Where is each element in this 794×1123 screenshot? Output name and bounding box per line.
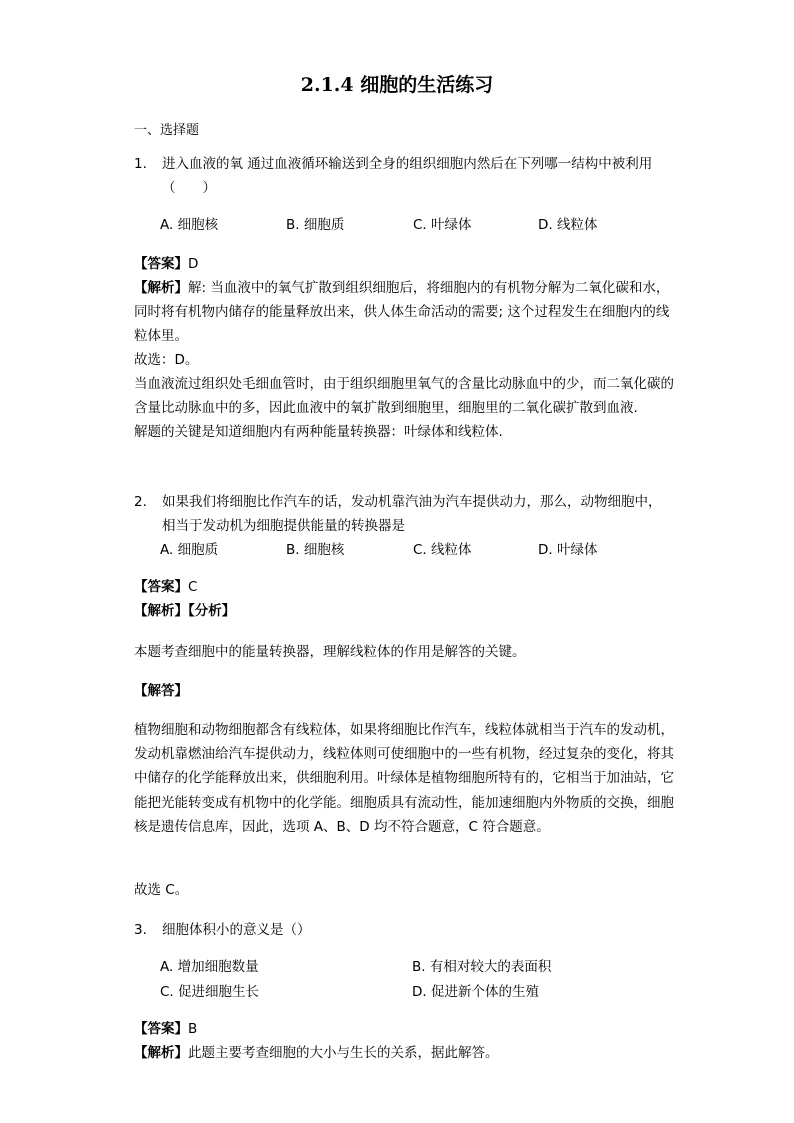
answer-value: D bbox=[188, 256, 199, 272]
option-a: A. 增加细胞数量 bbox=[160, 959, 259, 975]
option-a: A. 细胞质 bbox=[160, 542, 219, 558]
page-title: 2.1.4 细胞的生活练习 bbox=[300, 74, 494, 96]
choose-line: 故选 C。 bbox=[134, 882, 189, 898]
answer-value: C bbox=[188, 579, 198, 595]
question-text: 细胞体积小的意义是（） bbox=[162, 922, 311, 938]
q2-answer-block bbox=[134, 575, 674, 623]
question-3 bbox=[134, 918, 674, 942]
analysis-label: 【解析】 bbox=[134, 280, 188, 296]
q3-answer-block bbox=[134, 1017, 674, 1065]
answer-label: 【答案】 bbox=[134, 1021, 188, 1037]
option-c: C. 叶绿体 bbox=[413, 217, 472, 233]
question-2 bbox=[134, 490, 674, 538]
analysis-text: 解: 当血液中的氧气扩散到组织细胞后，将细胞内的有机物分解为二氧化碳和水，同时将有机物内储存的能量释放出来，供人体生命活动的需要; 这个过程发生在细胞内的线粒体里。 bbox=[134, 280, 670, 344]
key-point: 解题的关键是知道细胞内有两种能量转换器：叶绿体和线粒体. bbox=[134, 424, 503, 440]
option-c: C. 线粒体 bbox=[413, 542, 472, 558]
option-a: A. 细胞核 bbox=[160, 217, 219, 233]
option-b: B. 有相对较大的表面积 bbox=[412, 959, 552, 975]
option-b: B. 细胞核 bbox=[286, 542, 345, 558]
question-1 bbox=[134, 152, 674, 200]
analysis-paragraph bbox=[134, 1041, 674, 1065]
answer-line bbox=[134, 575, 674, 599]
q1-answer-block bbox=[134, 252, 674, 444]
answer-line bbox=[134, 252, 674, 276]
choose-line: 故选：D。 bbox=[134, 352, 199, 368]
analysis-paragraph bbox=[134, 276, 674, 348]
question-text: 进入血液的氧 通过血液循环输送到全身的组织细胞内然后在下列哪一结构中被利用（ ） bbox=[162, 156, 653, 196]
analysis-label: 【解析】 bbox=[134, 1045, 188, 1061]
section-heading: 一、选择题 bbox=[134, 123, 200, 138]
option-d: D. 叶绿体 bbox=[538, 542, 598, 558]
question-number: 2. bbox=[134, 494, 147, 510]
question-number: 3. bbox=[134, 922, 147, 938]
answer-line bbox=[134, 1017, 674, 1041]
option-d: D. 促进新个体的生殖 bbox=[412, 984, 539, 1000]
answer-label: 【答案】 bbox=[134, 579, 188, 595]
solution-label: 【解答】 bbox=[134, 683, 188, 699]
extra-paragraph: 当血液流过组织处毛细血管时，由于组织细胞里氧气的含量比动脉血中的少，而二氧化碳的含量比动脉血中的多，因此血液中的氧扩散到细胞里，细胞里的二氧化碳扩散到血液. bbox=[134, 376, 674, 416]
option-c: C. 促进细胞生长 bbox=[160, 984, 260, 1000]
analysis-text: 此题主要考查细胞的大小与生长的关系，据此解答。 bbox=[188, 1045, 499, 1061]
answer-value: B bbox=[188, 1021, 198, 1037]
analysis-label: 【解析】【分析】 bbox=[134, 603, 236, 619]
question-text: 如果我们将细胞比作汽车的话，发动机靠汽油为汽车提供动力，那么，动物细胞中，相当于发动机为细胞提供能量的转换器是 bbox=[162, 494, 662, 534]
question-number: 1. bbox=[134, 156, 147, 172]
solution-paragraph: 植物细胞和动物细胞都含有线粒体，如果将细胞比作汽车，线粒体就相当于汽车的发动机，发动机靠燃油给汽车提供动力，线粒体则可使细胞中的一些有机物，经过复杂的变化，将其中储存的化学能释放出来，供细胞利用。叶绿体是植物细胞所特有的，它相当于加油站，它能把光能转变成有机物中的化学能。细胞质具有流动性，能加速细胞内外物质的交换，细胞核是遗传信息库，因此，选项 A、B、D 均不符合题意，C 符合题意。 bbox=[134, 722, 674, 835]
q2-analysis-text: 本题考查细胞中的能量转换器，理解线粒体的作用是解答的关键。 bbox=[134, 644, 526, 660]
option-d: D. 线粒体 bbox=[538, 217, 598, 233]
answer-label: 【答案】 bbox=[134, 256, 188, 272]
option-b: B. 细胞质 bbox=[286, 217, 345, 233]
